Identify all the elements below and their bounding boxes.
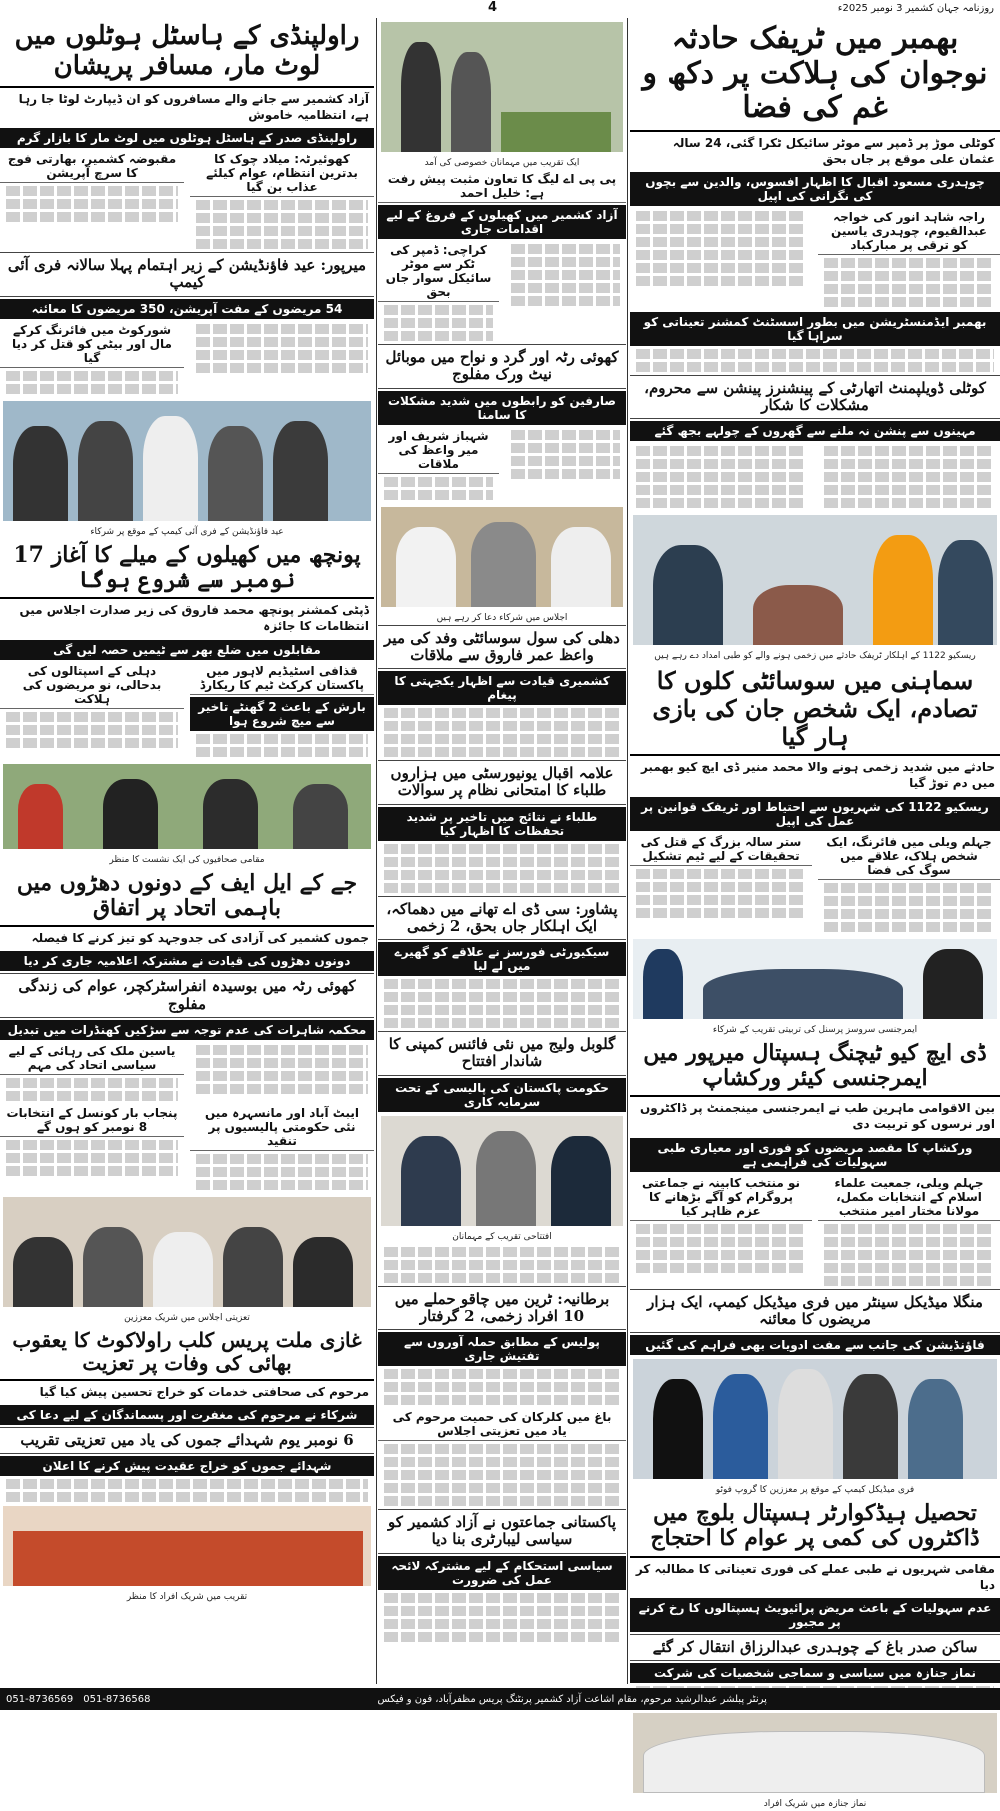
subhead-bar: مہینوں سے پنشن نہ ملنے سے گھروں کے چولہے بجھ گئے <box>630 421 1000 441</box>
lead-text: حادثے میں شدید زخمی ہونے والا محمد منیر ڈی ایچ کیو بھمبر میں دم توڑ گیا <box>640 760 995 791</box>
subhead-bar: شہدائے جموں کو خراج عقیدت پیش کرنے کا اعلان <box>0 1456 374 1476</box>
photo-caption: نماز جنازہ میں شریک افراد <box>763 1799 867 1810</box>
subhead-bar: شرکاء نے مرحوم کی مغفرت اور پسماندگان کے لیے دعا کی <box>0 1405 374 1425</box>
subhead-bar: ورکشاپ کا مقصد مریضوں کو فوری اور معیاری طبی سہولیات کی فراہمی ہے <box>630 1138 1000 1172</box>
story-title[interactable]: پی پی اے لیگ کا تعاون مثبت پیش رفت ہے: خلیل احمد <box>378 170 626 203</box>
story-title[interactable]: شورکوٹ میں فائرنگ کرکے مال اور بیٹی کو قتل کر دیا گیا <box>0 321 184 368</box>
headline[interactable]: جے کے ایل ایف کے دونوں دھڑوں میں باہمی اتحاد پر اتفاق <box>0 867 374 928</box>
story-title[interactable]: گلوبل ولیج میں نئی فائنس کمپنی کا شاندار افتتاح <box>378 1031 626 1076</box>
story-title[interactable]: پاکستانی جماعتوں نے آزاد کشمیر کو سیاسی لیبارٹری بنا دیا <box>378 1509 626 1554</box>
headline[interactable]: غازی ملت پریس کلب راولاکوٹ کا یعقوب بھائی کی وفات پر تعزیت <box>0 1325 374 1381</box>
news-photo-eye-camp[interactable] <box>3 401 371 521</box>
subhead-bar: راولپنڈی صدر کے ہاسٹل ہوٹلوں میں لوٹ مار کا بازار گرم <box>0 128 374 148</box>
story-title[interactable]: میرپور: عید فاؤنڈیشن کے زیر اہتمام پہلا سالانہ فری آئی کیمپ <box>0 252 374 297</box>
subhead-bar: چوہدری مسعود اقبال کا اظہار افسوس، والدین سے بچوں کی نگرانی کی اپیل <box>630 172 1000 206</box>
news-photo-event[interactable] <box>381 22 623 152</box>
publisher-address: پرنٹر پبلشر عبدالرشید مرحوم، مقام اشاعت آزاد کشمیر پرنٹنگ پریس مظفرآباد، فون و فیکس <box>377 1693 767 1705</box>
story-title[interactable]: شہباز شریف اور میر واعظ کی ملاقات <box>378 427 499 474</box>
subhead-bar: نماز جنازہ میں سیاسی و سماجی شخصیات کی شرکت <box>630 1663 1000 1683</box>
story-title[interactable]: کھوئی رٹہ اور گرد و نواح میں موبائل نیٹ ورک مفلوج <box>378 344 626 389</box>
headline[interactable]: سماہنی میں سوسائٹی کلوں کا تصادم، ایک شخص جان کی بازی ہار گیا <box>630 663 1000 756</box>
photo-caption: تقریب میں شریک افراد کا منظر <box>126 1592 248 1603</box>
story-title[interactable]: یاسین ملک کی رہائی کے لیے سیاسی اتحاد کی مہم <box>0 1042 184 1075</box>
photo-caption: افتتاحی تقریب کے مہمانان <box>452 1231 552 1242</box>
photo-caption: مقامی صحافیوں کی ایک نشست کا منظر <box>109 854 265 865</box>
subhead-bar: سیکیورٹی فورسز نے علاقے کو گھیرے میں لے لیا <box>378 942 626 976</box>
headline[interactable]: راولپنڈی کے ہاسٹل ہوٹلوں میں لوٹ مار، مسافر پریشان <box>0 18 374 88</box>
news-photo-rescue[interactable] <box>633 515 997 645</box>
column-divider <box>627 18 628 1684</box>
subhead-bar: حکومت پاکستان کی پالیسی کے تحت سرمایہ کاری <box>378 1078 626 1112</box>
story-title[interactable]: 6 نومبر یوم شہدائے جموں کی یاد میں تعزیتی تقریب <box>0 1427 374 1454</box>
column-right <box>630 18 1000 1810</box>
subhead-bar: فاؤنڈیشن کی جانب سے مفت ادویات بھی فراہم کی گئیں <box>630 1335 1000 1355</box>
subhead-bar: سیاسی استحکام کے لیے مشترکہ لائحہ عمل کی ضرورت <box>378 1556 626 1590</box>
subhead-bar: پولیس کے مطابق حملہ آوروں سے تفتیش جاری <box>378 1332 626 1366</box>
lead-text: ڈپٹی کمشنر پونچھ محمد فاروق کی زیر صدارت اجلاس میں انتظامات کا جائزہ <box>19 603 369 634</box>
lead-text: بین الاقوامی ماہرین طب نے ایمرجنسی مینجمنٹ پر ڈاکٹروں اور نرسوں کو تربیت دی <box>639 1101 995 1132</box>
story-title[interactable]: ساکن صدر باغ کے چوہدری عبدالرزاق انتقال کر گئے <box>630 1634 1000 1661</box>
headline[interactable]: بھمبر میں ٹریفک حادثہ نوجوان کی ہلاکت پر دکھ و غم کی فضا <box>630 18 1000 132</box>
news-photo-journalists[interactable] <box>3 764 371 849</box>
lead-text: جموں کشمیر کی آزادی کی جدوجہد کو تیز کرنے کا فیصلہ <box>31 931 369 946</box>
subhead-bar: محکمہ شاہرات کی عدم توجہ سے سڑکیں کھنڈرات میں تبدیل <box>0 1020 374 1040</box>
phone-number: 051-8736568 <box>83 1693 151 1705</box>
story-title[interactable]: جہلم ویلی میں فائرنگ، ایک شخص ہلاک، علاقے میں سوگ کی فضا <box>818 833 1000 880</box>
subhead-bar: عدم سہولیات کے باعث مریض پرائیویٹ ہسپتالوں کا رخ کرنے پر مجبور <box>630 1598 1000 1632</box>
story-title[interactable]: پشاور: سی ڈی اے تھانے میں دھماکہ، ایک اہلکار جاں بحق، 2 زخمی <box>378 896 626 941</box>
photo-caption: ریسکیو 1122 کے اہلکار ٹریفک حادثے میں زخمی ہونے والے کو طبی امداد دے رہے ہیں <box>654 651 976 662</box>
subhead-bar: صارفین کو رابطوں میں شدید مشکلات کا سامنا <box>378 391 626 425</box>
story-title[interactable]: کوٹلی ڈویلپمنٹ اتھارٹی کے پینشنرز پینشن سے محروم، مشکلات کا شکار <box>630 375 1000 420</box>
story-title[interactable]: راجہ شاہد انور کی خواجہ عبدالقیوم، چوہدری یاسین کو ترقی پر مبارکباد <box>818 208 1000 255</box>
story-title[interactable]: کھوئی رٹہ میں بوسیدہ انفراسٹرکچر، عوام کی زندگی مفلوج <box>0 973 374 1018</box>
photo-caption: عید فاؤنڈیشن کے فری آئی کیمپ کے موقع پر شرکاء <box>90 526 284 537</box>
news-photo-gathering[interactable] <box>3 1506 371 1586</box>
story-title[interactable]: منگلا میڈیکل سینٹر میں فری میڈیکل کیمپ، ایک ہزار مریضوں کا معائنہ <box>630 1289 1000 1334</box>
subhead-bar: کشمیری قیادت سے اظہار یکجہتی کا پیغام <box>378 671 626 705</box>
headline[interactable]: ڈی ایچ کیو ٹیچنگ ہسپتال میرپور میں ایمرجنسی کیئر ورکشاپ <box>630 1037 1000 1098</box>
column-middle <box>378 18 626 1684</box>
story-title[interactable]: جہلم ویلی، جمعیت علماء اسلام کے انتخابات مکمل، مولانا مختار امیر منتخب <box>818 1174 1000 1221</box>
news-photo-medical-camp[interactable] <box>633 1359 997 1479</box>
news-photo-condolence[interactable] <box>3 1197 371 1307</box>
column-divider <box>376 18 377 1684</box>
photo-caption: اجلاس میں شرکاء دعا کر رہے ہیں <box>436 612 568 623</box>
subhead-bar: بارش کے باعث 2 گھنٹے تاخیر سے میچ شروع ہوا <box>190 697 374 731</box>
subhead-bar: بھمبر ایڈمنسٹریشن میں بطور اسسٹنٹ کمشنر تعیناتی کو سراہا گیا <box>630 312 1000 346</box>
masthead-strip <box>0 0 1000 20</box>
news-photo-training[interactable] <box>633 939 997 1019</box>
subhead-bar: دونوں دھڑوں کی قیادت نے مشترکہ اعلامیہ جاری کر دیا <box>0 951 374 971</box>
story-title: نو منتخب کابینہ نے جماعتی پروگرام کو آگے بڑھانے کا عزم ظاہر کیا <box>630 1174 812 1221</box>
story-title[interactable]: دہلی کے اسپتالوں کی بدحالی، نو مریضوں کی ہلاکت <box>0 662 184 709</box>
lead-text: کوٹلی موڑ پر ڈمپر سے موٹر سائیکل ٹکرا گئی، 24 سالہ عثمان علی موقع پر جاں بحق <box>672 135 995 166</box>
story-title[interactable]: باغ میں کلرکان کی حمیت مرحوم کی یاد میں تعزیتی اجلاس <box>378 1408 626 1441</box>
column-left <box>0 18 374 1684</box>
news-photo-meeting[interactable] <box>381 507 623 607</box>
story-title[interactable]: برطانیہ: ٹرین میں چاقو حملے میں 10 افراد زخمی، 2 گرفتار <box>378 1286 626 1331</box>
subhead-bar: مقابلوں میں ضلع بھر سے ٹیمیں حصہ لیں گی <box>0 640 374 660</box>
page-number: 4 <box>488 0 498 15</box>
headline[interactable]: تحصیل ہیڈکوارٹر ہسپتال بلوچ میں ڈاکٹروں کی کمی پر عوام کا احتجاج <box>630 1497 1000 1558</box>
story-title[interactable]: مقبوضہ کشمیر، بھارتی فوج کا سرچ آپریشن <box>0 150 184 183</box>
imprint-footer <box>0 1688 1000 1710</box>
photo-caption: ایمرجنسی سروسز پرسنل کی تربیتی تقریب کے شرکاء <box>712 1024 918 1035</box>
lead-text: مرحوم کی صحافتی خدمات کو خراج تحسین پیش کیا گیا <box>39 1384 369 1399</box>
story-title[interactable]: قذافی اسٹیڈیم لاہور میں پاکستان کرکٹ ٹیم کا ریکارڈ <box>190 662 374 695</box>
story-title[interactable]: علامہ اقبال یونیورسٹی میں ہزاروں طلباء کا امتحانی نظام پر سوالات <box>378 760 626 805</box>
story-title: ستر سالہ بزرگ کے قتل کی تحقیقات کے لیے ٹیم تشکیل <box>630 833 812 866</box>
issue-date: روزنامہ جہان کشمیر 3 نومبر 2025ء <box>837 3 994 14</box>
subhead-bar: طلباء نے نتائج میں تاخیر پر شدید تحفظات کا اظہار کیا <box>378 807 626 841</box>
story-title[interactable]: پنجاب بار کونسل کے انتخابات 8 نومبر کو ہوں گے <box>0 1104 184 1137</box>
photo-caption: تعزیتی اجلاس میں شریک معززین <box>124 1312 250 1323</box>
subhead-bar: آزاد کشمیر میں کھیلوں کے فروغ کے لیے اقدامات جاری <box>378 205 626 239</box>
photo-caption: ایک تقریب میں مہمانان خصوصی کی آمد <box>424 158 580 168</box>
news-photo-opening[interactable] <box>381 1116 623 1226</box>
story-title[interactable]: کراچی: ڈمپر کی ٹکر سے موٹر سائیکل سوار جاں بحق <box>378 241 499 302</box>
subhead-bar: 54 مریضوں کے مفت آپریشن، 350 مریضوں کا معائنہ <box>0 299 374 319</box>
story-title[interactable]: دھلی کی سول سوسائٹی وفد کی میر واعظ عمر فاروق سے ملاقات <box>378 625 626 670</box>
phone-number: 051-8736569 <box>6 1693 74 1705</box>
story-title[interactable]: کھوئیرٹہ: میلاد چوک کا بدترین انتظام، عوام کیلئے عذاب بن گیا <box>190 150 374 197</box>
news-photo-funeral[interactable] <box>633 1713 997 1793</box>
headline[interactable]: پونچھ میں کھیلوں کے میلے کا آغاز 17 نومبر سے شروع ہوگا <box>0 539 374 600</box>
lead-text: آزاد کشمیر سے جانے والے مسافروں کو ان ڈیپارٹ لوٹا جا رہا ہے، انتظامیہ خاموش <box>18 91 369 122</box>
subhead-bar: ریسکیو 1122 کی شہریوں سے احتیاط اور ٹریفک قوانین پر عمل کی اپیل <box>630 797 1000 831</box>
story-title[interactable]: ایبٹ آباد اور مانسہرہ میں نئی حکومتی پالیسیوں پر تنقید <box>190 1104 374 1151</box>
photo-caption: فری میڈیکل کیمپ کے موقع پر معززین کا گروپ فوٹو <box>715 1485 915 1495</box>
lead-text: مقامی شہریوں نے طبی عملے کی فوری تعیناتی کا مطالبہ کر دیا <box>635 1561 995 1592</box>
